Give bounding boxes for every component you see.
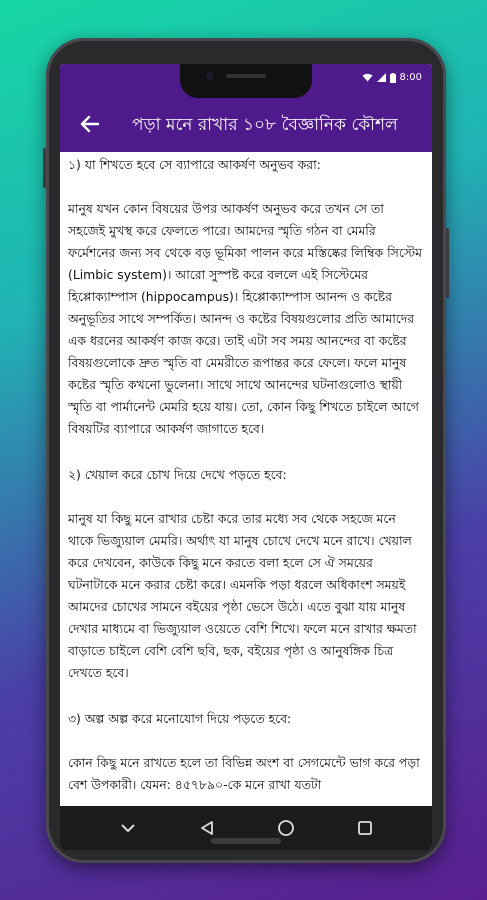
section-heading: ৩) অল্প অল্প করে মনোযোগ দিয়ে পড়তে হবে: <box>68 711 292 726</box>
back-button[interactable] <box>76 110 104 138</box>
battery-icon <box>390 73 396 83</box>
square-recents-icon <box>357 820 373 836</box>
app-bar <box>60 96 432 152</box>
circle-home-icon <box>277 819 295 837</box>
section-body: মানুষ যখন কোন বিষয়ের উপর আকর্ষণ অনুভব করে তখন সে তা সহজেই মুখস্থ করে ফেলতে পারে। আমদের স্মৃতি গঠন বা মেমরি ফর্মেশনের জন্য সব থেকে বড় ভূমিকা পালন করে মস্তিষ্কের লিম্বিক সিস্টেম (Limbic system)। আরো সুস্পষ্ট করে বললে এই সিস্টেমের হিপ্পোক্যাম্পাস (hippocampus)। হিপ্পোক্যাম্পাস আনন্দ ও কষ্টের অনুভূতির সাথে সম্পর্কিত। আনন্দ ও কষ্টের বিষয়গুলোর প্রতি আমাদের এক ধরনের আকর্ষণ কাজ করে। তাই এটা সব সময় আনন্দের বা কষ্টের বিষয়গুলোকে দ্রুত স্মৃতি বা মেমরীতে রূপান্তর করে ফেলে। ফলে মানুষ কষ্টের স্মৃতি কখনো ভুলেনা। সাথে সাথে আনন্দের ঘটনাগুলোও স্থায়ী স্মৃতি বা পার্মানেন্ট মেমরি হয়ে যায়। তো, কোন কিছু শিখতে চাইলে আগে বিষয়টির ব্যাপারে আকর্ষণ জাগাতে হবে। <box>68 201 422 436</box>
section-heading: ২) খেয়াল করে চোখ দিয়ে দেখে পড়তে হবে: <box>68 467 287 482</box>
triangle-back-icon <box>199 820 215 836</box>
page-title: পড়া মনে রাখার ১০৮ বৈজ্ঞানিক কৌশল <box>132 115 398 135</box>
section-heading: ১) যা শিখতে হবে সে ব্যাপারে আকর্ষণ অনুভব করা: <box>68 157 321 172</box>
arrow-back-icon <box>76 110 104 138</box>
chevron-down-icon <box>120 823 136 833</box>
signal-icon <box>377 73 386 82</box>
nav-hide-keyboard-button[interactable] <box>117 817 139 839</box>
nav-home-button[interactable] <box>275 817 297 839</box>
section-body: কোন কিছু মনে রাখতে হলে তা বিভিন্ন অংশ বা সেগমেন্টে ভাগ করে পড়া বেশ উপকারী। যেমন: ৪৫৭৮৯০-কে মনে রাখা যতটা <box>68 755 420 792</box>
screen <box>60 64 432 850</box>
phone-side-button <box>43 148 46 188</box>
status-icons <box>362 72 422 83</box>
earpiece-speaker <box>226 74 266 78</box>
phone-frame <box>46 38 446 863</box>
camera-notch <box>180 64 312 98</box>
front-camera <box>206 72 214 80</box>
nav-recents-button[interactable] <box>354 817 376 839</box>
nav-back-button[interactable] <box>196 817 218 839</box>
section-body: মানুষ যা কিছু মনে রাখার চেষ্টা করে তার মধ্যে সব থেকে সহজে মনে থাকে ভিজ্যুয়াল মেমরি। অর্থাৎ যা মানুষ চোখে দেখে মনে রাখে। খেয়াল করে দেখবেন, কাউকে কিছু মনে করতে বলা হলে সে ঐ সময়ের ঘটনাটাকে মনে করার চেষ্টা করে। এমনকি পড়া ধরলে অধিকাংশ সময়ই আমদের চোখের সামনে বইয়ের পৃষ্ঠা ভেসে উঠে। এতে বুঝা যায় মানুষ দেখার মাধ্যমে বা ভিজ্যুয়াল ওয়েতে বেশি শিখে। ফলে মনে রাখার ক্ষমতা বাড়াতে চাইলে বেশি বেশি ছবি, ছক, বইয়ের পৃষ্ঠা ও আনুষঙ্গিক চিত্র দেখতে হবে। <box>68 511 417 680</box>
phone-volume-button <box>446 228 449 298</box>
phone-chin-speaker <box>211 838 281 844</box>
article-content[interactable] <box>60 152 432 802</box>
wifi-icon <box>362 73 373 82</box>
status-time: 8:00 <box>399 72 422 83</box>
